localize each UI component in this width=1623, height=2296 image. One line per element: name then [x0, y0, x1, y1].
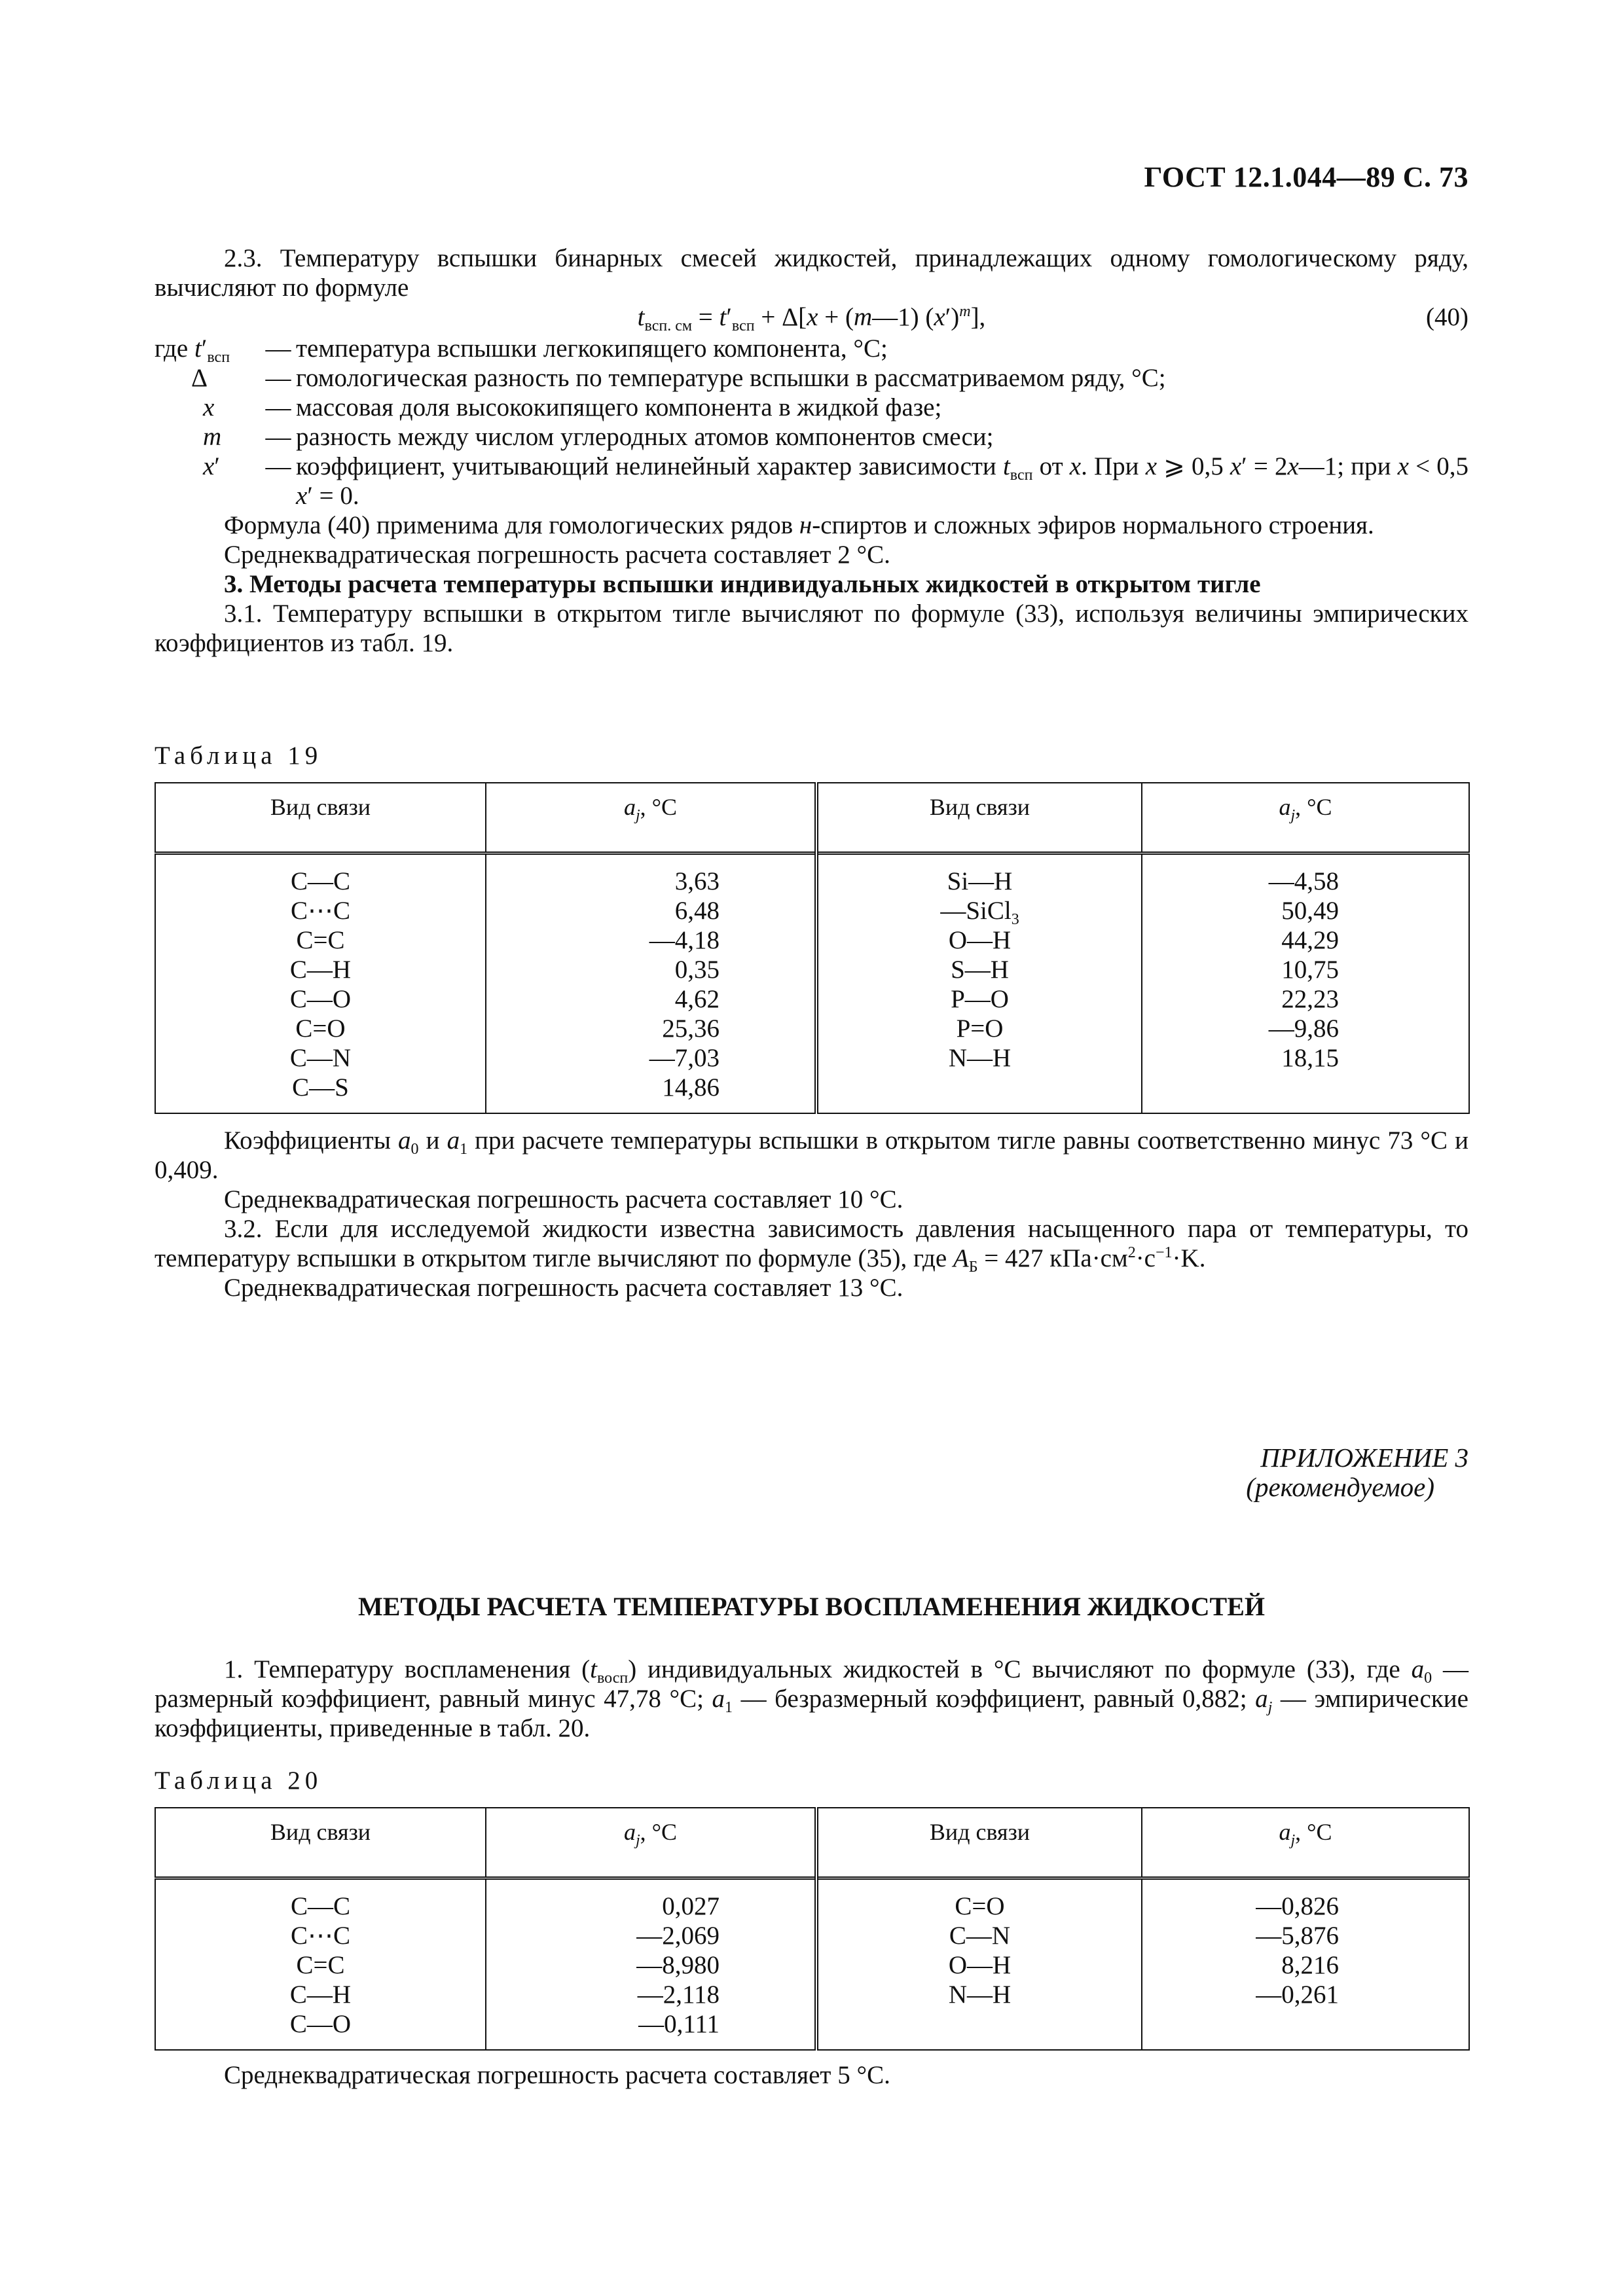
table-cell: С—Н — [289, 1981, 352, 2009]
error-10c: Среднеквадратическая погрешность расчета составляет 10 °С. — [224, 1185, 903, 1213]
sec23-intro: 2.3. Температуру вспышки бинарных смесей жидкостей, принадлежащих одному гомологическому ряду, вычисляют по формуле — [155, 244, 1468, 302]
table-cell: С—С — [290, 867, 351, 895]
table-19-caption: Таблица 19 — [155, 742, 323, 770]
table-cell: 44,29 — [1281, 926, 1339, 954]
table-header: $a_j$, °С — [1142, 1808, 1469, 1878]
ignition-method: 1. Температуру воспламенения $(t_{восп})$ индивидуальных жидкостей в °С вычисляют по формуле (33), где $a_0$ — размерный коэффициент, равный минус 47,78 °С; $a_1$ — безразмерный коэффициент, равный 0,882; $a_j$ — эмпирические коэффициенты, приведенные в табл. 20. — [155, 1655, 1469, 1742]
table-cell: С=О — [295, 1014, 346, 1043]
table-cell: С=С — [296, 1951, 345, 1979]
table-19-block — [155, 741, 1468, 1114]
table-cell: С—С — [290, 1892, 351, 1920]
t19-right-values — [1142, 867, 1468, 1073]
appendix-label — [1246, 1443, 1468, 1502]
table-cell: P—O — [951, 985, 1009, 1013]
table-cell: О—Н — [948, 1951, 1012, 1979]
final-error-block — [155, 2060, 1468, 2090]
table-cell: —4,18 — [649, 926, 720, 954]
def-x-prime: x′ — коэффициент, учитывающий нелинейный характер зависимости $t_{всп}$ от x. При x ⩾ 0,5 x′ = 2x—1; при x < 0,5 x′ = 0. — [155, 452, 1468, 511]
formula-applicability: Формула (40) применима для гомологических рядов н-спиртов и сложных эфиров нормального строения. — [224, 511, 1374, 539]
table-cell: —SiCl$_3$ — [940, 897, 1019, 928]
table-cell: O—H — [948, 926, 1012, 954]
table-cell: 0,027 — [662, 1892, 720, 1920]
table-cell: —2,069 — [636, 1922, 720, 1950]
formula-number: (40) — [1426, 303, 1468, 331]
table-cell: С—N — [949, 1922, 1011, 1950]
table-header: $a_j$, °С — [1142, 783, 1469, 853]
table-cell: —0,111 — [638, 2010, 720, 2038]
error-5c: Среднеквадратическая погрешность расчета составляет 5 °С. — [224, 2061, 890, 2089]
table-header: Вид связи — [816, 783, 1142, 853]
table-20-caption: Таблица 20 — [155, 1767, 323, 1795]
appendix-para-1 — [155, 1655, 1468, 1743]
def-text: гомологическая разность по температуре вспышки в рассматриваемом ряду, °С; — [296, 364, 1166, 392]
error-2c: Среднеквадратическая погрешность расчета составляет 2 °С. — [224, 541, 890, 569]
table-header: $a_j$, °С — [486, 1808, 816, 1878]
page-header: ГОСТ 12.1.044—89 С. 73 — [1144, 161, 1468, 193]
table-cell: С⋯С — [290, 1922, 351, 1950]
table-cell: 25,36 — [662, 1014, 720, 1043]
table-cell: С⋯С — [290, 897, 351, 925]
table-cell: —0,826 — [1256, 1892, 1339, 1920]
def-symbol: x′ — [203, 452, 220, 480]
t20-left-bonds — [156, 1892, 485, 2039]
table-cell: 22,23 — [1281, 985, 1339, 1013]
table-cell: 8,216 — [1281, 1951, 1339, 1979]
appendix-title: МЕТОДЫ РАСЧЕТА ТЕМПЕРАТУРЫ ВОСПЛАМЕНЕНИЯ ЖИДКОСТЕЙ — [357, 1592, 1266, 1621]
table-cell: —4,58 — [1268, 867, 1339, 895]
table-20 — [155, 1807, 1470, 2051]
def-t-vsp: где $t'_{всп}$ — температура вспышки легкокипящего компонента, °С; — [155, 334, 1468, 363]
t19-left-bonds — [156, 867, 485, 1102]
coefficients-a0-a1: Коэффициенты $a_0$ и $a_1$ при расчете температуры вспышки в открытом тигле равны соответственно минус 73 °С и 0,409. — [155, 1126, 1468, 1184]
table-header: $a_j$, °С — [486, 783, 816, 853]
def-delta: Δ — гомологическая разность по температуре вспышки в рассматриваемом ряду, °С; — [155, 363, 1468, 393]
t19-right-bonds — [818, 867, 1141, 1073]
def-x: x — массовая доля высококипящего компонента в жидкой фазе; — [155, 393, 1468, 422]
section-3-heading: 3. Методы расчета температуры вспышки индивидуальных жидкостей в открытом тигле — [224, 570, 1261, 598]
formula-definitions — [155, 334, 1468, 511]
t20-right-values — [1142, 1892, 1468, 2009]
section-3-2: 3.2. Если для исследуемой жидкости известна зависимость давления насыщенного пара от температуры, то температуру вспышки в открытом тигле вычисляют по формуле (35), где $A_Б = 427$ $кПа\cdot см^2\cdot с^{-1}\cdot K$. — [155, 1215, 1468, 1276]
table-cell: —8,980 — [636, 1951, 720, 1979]
def-text: разность между числом углеродных атомов компонентов смеси; — [296, 423, 994, 451]
table-19 — [155, 782, 1470, 1114]
table-cell: Si—H — [947, 867, 1013, 895]
error-13c: Среднеквадратическая погрешность расчета составляет 13 °С. — [224, 1274, 903, 1302]
table-header: Вид связи — [155, 1808, 486, 1878]
table-cell: —2,118 — [637, 1981, 720, 2009]
table-cell: С—N — [289, 1044, 352, 1072]
table-cell: 50,49 — [1281, 897, 1339, 925]
table-cell: 4,62 — [674, 985, 720, 1013]
table-cell: 18,15 — [1281, 1044, 1339, 1072]
table-cell: 14,86 — [662, 1073, 720, 1102]
def-symbol: Δ — [191, 364, 208, 392]
def-symbol: x — [203, 393, 215, 422]
t19-left-values — [486, 867, 814, 1102]
appendix-number: ПРИЛОЖЕНИЕ 3 — [1260, 1443, 1468, 1473]
table-cell: P=O — [956, 1014, 1004, 1043]
section-3-1: 3.1. Температуру вспышки в открытом тигле вычисляют по формуле (33), используя величины эмпирических коэффициентов из табл. 19. — [155, 600, 1468, 657]
table-cell: N—H — [948, 1044, 1012, 1072]
formula-40-expr: $t_{всп. см} = t'_{всп} + \Delta[x$ + (m—1) $(x')^m$], — [637, 303, 986, 334]
appendix-status: (рекомендуемое) — [1246, 1472, 1434, 1502]
def-symbol: где $t'_{всп}$ — [155, 334, 230, 366]
table-cell: С—О — [289, 2010, 352, 2038]
table-20-block — [155, 1766, 1468, 2051]
table-cell: 10,75 — [1281, 956, 1339, 984]
table-cell: —0,261 — [1256, 1981, 1339, 2009]
table-cell: 0,35 — [674, 956, 720, 984]
table-cell: С—О — [289, 985, 352, 1013]
table-cell: С—S — [292, 1073, 349, 1102]
def-text: коэффициент, учитывающий нелинейный характер зависимости $t_{всп}$ от x. При x ⩾ 0,5 x′ = 2x—1; при x < 0,5 x′ = 0. — [296, 452, 1469, 510]
table-cell: —5,876 — [1256, 1922, 1339, 1950]
def-text: массовая доля высококипящего компонента в жидкой фазе; — [296, 393, 942, 422]
section-2-3 — [155, 243, 1468, 658]
table-cell: 6,48 — [674, 897, 720, 925]
def-text: температура вспышки легкокипящего компонента, °С; — [296, 334, 888, 363]
table-cell: 3,63 — [674, 867, 720, 895]
table-cell: С=С — [296, 926, 345, 954]
table-cell: С=О — [955, 1892, 1005, 1920]
table-header: Вид связи — [155, 783, 486, 853]
table-cell: —7,03 — [649, 1044, 720, 1072]
table-header: Вид связи — [816, 1808, 1142, 1878]
def-symbol: m — [203, 423, 222, 451]
t20-left-values — [486, 1892, 814, 2039]
table-cell: S—H — [951, 956, 1009, 984]
after-table-19 — [155, 1126, 1468, 1302]
table-cell: —9,86 — [1268, 1014, 1339, 1043]
table-cell: С—Н — [289, 956, 352, 984]
table-cell: N—H — [948, 1981, 1012, 2009]
formula-40 — [155, 302, 1468, 334]
def-m: m — разность между числом углеродных атомов компонентов смеси; — [155, 422, 1468, 452]
t20-right-bonds — [818, 1892, 1141, 2009]
